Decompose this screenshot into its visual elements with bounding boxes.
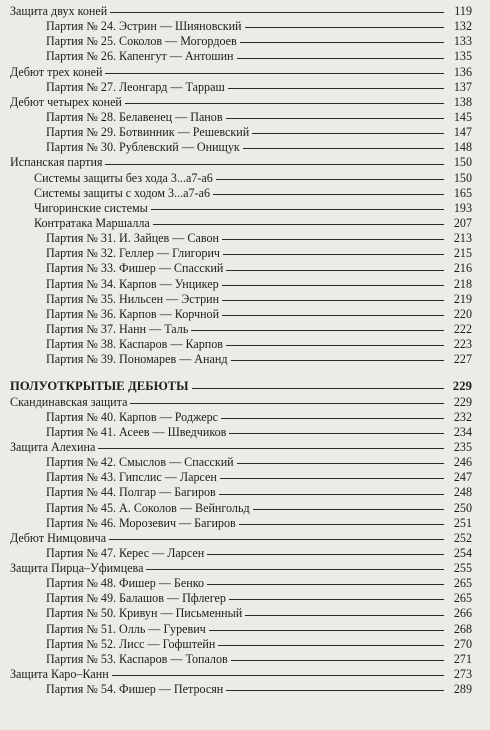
toc-leader-line (237, 58, 444, 59)
toc-entry (0, 501, 490, 516)
toc-page-number: 218 (453, 276, 472, 291)
toc-entry-title: Партия № 28. Белавенец — Панов (46, 109, 223, 124)
toc-leader-line (237, 463, 444, 464)
toc-leader-line (220, 478, 444, 479)
toc-entry (0, 546, 490, 561)
toc-page-number: 246 (453, 455, 472, 470)
toc-leader-line (216, 179, 444, 180)
toc-entry-title: Партия № 26. Капенгут — Антошин (46, 49, 234, 64)
toc-page-number: 250 (453, 500, 472, 515)
toc-leader-line (218, 645, 444, 646)
toc-entry-title: Партия № 35. Нильсен — Эстрин (46, 291, 220, 306)
toc-leader-line (245, 27, 444, 28)
toc-entry-title: Партия № 52. Лисс — Гофштейн (46, 636, 216, 651)
toc-page-number: 150 (453, 155, 472, 170)
toc-page-number: 265 (453, 591, 472, 606)
toc-entry (0, 561, 490, 576)
toc-leader-line (252, 133, 444, 134)
toc-page-number: 227 (453, 352, 472, 367)
toc-entry (0, 622, 490, 637)
toc-page-number: 147 (453, 125, 472, 140)
toc-leader-line (213, 194, 444, 195)
toc-entry-title: Партия № 33. Фишер — Спасский (46, 261, 224, 276)
toc-page-number: 213 (453, 231, 472, 246)
toc-entry-title: Партия № 38. Каспаров — Карпов (46, 337, 224, 352)
toc-leader-line (207, 584, 444, 585)
toc-leader-line (245, 615, 444, 616)
toc-page-number: 247 (453, 470, 472, 485)
toc-entry-title: Партия № 53. Каспаров — Топалов (46, 651, 228, 666)
toc-page-number: 222 (453, 321, 472, 336)
toc-entry (0, 231, 490, 246)
toc-entry-title: Дебют трех коней (10, 64, 103, 79)
toc-entry (0, 470, 490, 485)
toc-entry (0, 246, 490, 261)
toc-entry-title: Партия № 37. Нанн — Таль (46, 321, 189, 336)
toc-entry-title: Партия № 40. Карпов — Роджерс (46, 409, 218, 424)
toc-entry-title: Защита Каро–Канн (10, 667, 109, 682)
toc-entry-title: Партия № 54. Фишер — Петросян (46, 682, 224, 697)
toc-leader-line (226, 690, 444, 691)
toc-leader-line (209, 630, 444, 631)
toc-entry (0, 216, 490, 231)
toc-entry (0, 425, 490, 440)
toc-page-number: 266 (453, 606, 472, 621)
toc-page-number: 254 (453, 545, 472, 560)
toc-entry (0, 576, 490, 591)
toc-leader-line (229, 599, 444, 600)
toc-leader-line (222, 300, 444, 301)
toc-leader-line (243, 148, 444, 149)
toc-entry-title: Защита Алехина (10, 439, 96, 454)
toc-page-number: 265 (453, 576, 472, 591)
toc-page-number: 219 (453, 291, 472, 306)
toc-leader-line (222, 315, 444, 316)
toc-leader-line (125, 103, 444, 104)
toc-page-number: 137 (453, 79, 472, 94)
toc-entry (0, 155, 490, 170)
toc-leader-line (229, 433, 444, 434)
toc-leader-line (151, 209, 444, 210)
toc-entry-title: Партия № 29. Ботвинник — Решевский (46, 125, 250, 140)
toc-page-number: 133 (453, 34, 472, 49)
toc-entry (0, 186, 490, 201)
toc-leader-line (231, 360, 444, 361)
toc-leader-line (207, 554, 444, 555)
toc-page-number: 132 (453, 19, 472, 34)
toc-leader-line (226, 118, 444, 119)
toc-entry-title: Партия № 24. Эстрин — Шияновский (46, 19, 242, 34)
toc-entry (0, 516, 490, 531)
toc-leader-line (222, 239, 444, 240)
toc-entry-title: Контратака Маршалла (34, 215, 150, 230)
toc-page-number: 138 (453, 94, 472, 109)
toc-entry (0, 337, 490, 352)
toc-entry-title: Системы защиты с ходом 3...а7-а6 (34, 185, 211, 200)
toc-leader-line (146, 569, 444, 570)
toc-page-number: 248 (453, 485, 472, 500)
toc-entry-title: Партия № 42. Смыслов — Спасский (46, 455, 234, 470)
toc-page-number: 229 (453, 394, 472, 409)
toc-entry (0, 395, 490, 410)
toc-entry (0, 637, 490, 652)
toc-entry-title: Партия № 39. Пономарев — Ананд (46, 352, 228, 367)
table-of-contents (0, 4, 490, 697)
toc-leader-line (105, 164, 444, 165)
toc-entry (0, 682, 490, 697)
toc-entry (0, 4, 490, 19)
toc-page-number: 229 (452, 379, 472, 394)
toc-page-number: 289 (453, 682, 472, 697)
toc-leader-line (109, 539, 444, 540)
toc-leader-line (191, 330, 444, 331)
toc-leader-line (226, 270, 444, 271)
toc-leader-line (130, 403, 444, 404)
toc-page-number: 235 (453, 439, 472, 454)
toc-leader-line (222, 285, 444, 286)
toc-entry-title: Дебют четырех коней (10, 94, 122, 109)
toc-leader-line (110, 12, 444, 13)
toc-leader-line (240, 42, 444, 43)
toc-entry (0, 49, 490, 64)
toc-entry (0, 652, 490, 667)
toc-leader-line (231, 660, 444, 661)
toc-entry (0, 667, 490, 682)
toc-entry (0, 80, 490, 95)
toc-leader-line (112, 675, 444, 676)
toc-entry (0, 140, 490, 155)
toc-entry (0, 606, 490, 621)
toc-entry-title: Партия № 25. Соколов — Могордоев (46, 34, 237, 49)
toc-entry (0, 531, 490, 546)
toc-leader-line (223, 254, 444, 255)
toc-entry-title: Партия № 51. Олль — Гуревич (46, 621, 206, 636)
toc-page-number: 268 (453, 621, 472, 636)
toc-entry-title: Чигоринские системы (34, 200, 148, 215)
toc-page-number: 135 (453, 49, 472, 64)
toc-section-heading (0, 379, 490, 394)
toc-entry-title: Партия № 36. Карпов — Корчной (46, 306, 220, 321)
toc-entry-title: Партия № 41. Асеев — Шведчиков (46, 424, 227, 439)
toc-entry-title: Партия № 49. Балашов — Пфлегер (46, 591, 226, 606)
toc-entry (0, 455, 490, 470)
toc-page-number: 232 (453, 409, 472, 424)
toc-entry-title: Скандинавская защита (10, 394, 128, 409)
toc-entry (0, 410, 490, 425)
toc-page-number: 220 (453, 306, 472, 321)
toc-page-number: 251 (453, 515, 472, 530)
toc-leader-line (253, 509, 444, 510)
toc-leader-line (192, 388, 444, 389)
toc-page-number: 150 (453, 170, 472, 185)
toc-page-number: 223 (453, 337, 472, 352)
toc-entry (0, 307, 490, 322)
toc-entry-title: Партия № 27. Леонгард — Тарраш (46, 79, 225, 94)
toc-leader-line (228, 88, 444, 89)
toc-page-number: 119 (454, 4, 472, 18)
toc-entry (0, 277, 490, 292)
toc-entry (0, 65, 490, 80)
toc-page-number: 193 (453, 200, 472, 215)
toc-page-number: 145 (453, 109, 472, 124)
toc-entry-title: Испанская партия (10, 155, 103, 170)
toc-entry-title: Партия № 31. И. Зайцев — Савон (46, 231, 219, 246)
toc-page-number: 165 (453, 185, 472, 200)
toc-page-number: 271 (453, 651, 472, 666)
toc-page-number: 215 (453, 246, 472, 261)
toc-entry-title: Партия № 47. Керес — Ларсен (46, 545, 205, 560)
toc-page-number: 252 (453, 530, 472, 545)
toc-entry (0, 95, 490, 110)
toc-leader-line (153, 224, 444, 225)
toc-entry-title: Партия № 46. Морозевич — Багиров (46, 515, 236, 530)
toc-entry-title: Партия № 44. Полгар — Багиров (46, 485, 216, 500)
toc-page-number: 136 (453, 64, 472, 79)
toc-page-number: 270 (453, 636, 472, 651)
toc-leader-line (226, 345, 444, 346)
toc-entry-title: Дебют Нимцовича (10, 530, 107, 545)
toc-entry (0, 322, 490, 337)
toc-page-number: 234 (453, 424, 472, 439)
toc-page-number: 207 (453, 215, 472, 230)
toc-entry-title: Защита Пирца–Уфимцева (10, 561, 144, 576)
toc-entry-title: Партия № 43. Гипслис — Ларсен (46, 470, 217, 485)
toc-entry-title: Защита двух коней (10, 4, 108, 18)
toc-entry (0, 261, 490, 276)
toc-entry-title: ПОЛУОТКРЫТЫЕ ДЕБЮТЫ (10, 379, 189, 394)
toc-entry (0, 440, 490, 455)
toc-entry (0, 591, 490, 606)
toc-entry-title: Партия № 34. Карпов — Унцикер (46, 276, 219, 291)
toc-page-number: 255 (453, 561, 472, 576)
toc-entry (0, 125, 490, 140)
toc-leader-line (239, 524, 444, 525)
toc-leader-line (105, 73, 444, 74)
toc-page-number: 273 (453, 667, 472, 682)
toc-entry-title: Системы защиты без хода 3...а7-а6 (34, 170, 213, 185)
toc-entry-title: Партия № 32. Геллер — Глигорич (46, 246, 220, 261)
toc-entry-title: Партия № 30. Рублевский — Онищук (46, 140, 240, 155)
toc-leader-line (98, 448, 444, 449)
toc-page-number: 216 (453, 261, 472, 276)
toc-entry (0, 171, 490, 186)
toc-entry-title: Партия № 48. Фишер — Бенко (46, 576, 205, 591)
toc-entry (0, 34, 490, 49)
toc-page-number: 148 (453, 140, 472, 155)
toc-leader-line (221, 418, 444, 419)
toc-entry (0, 201, 490, 216)
toc-entry-title: Партия № 50. Кривун — Письменный (46, 606, 243, 621)
toc-entry (0, 110, 490, 125)
toc-entry-title: Партия № 45. А. Соколов — Вейнгольд (46, 500, 250, 515)
toc-entry (0, 485, 490, 500)
toc-leader-line (219, 494, 444, 495)
toc-entry (0, 19, 490, 34)
toc-entry (0, 352, 490, 367)
toc-entry (0, 292, 490, 307)
